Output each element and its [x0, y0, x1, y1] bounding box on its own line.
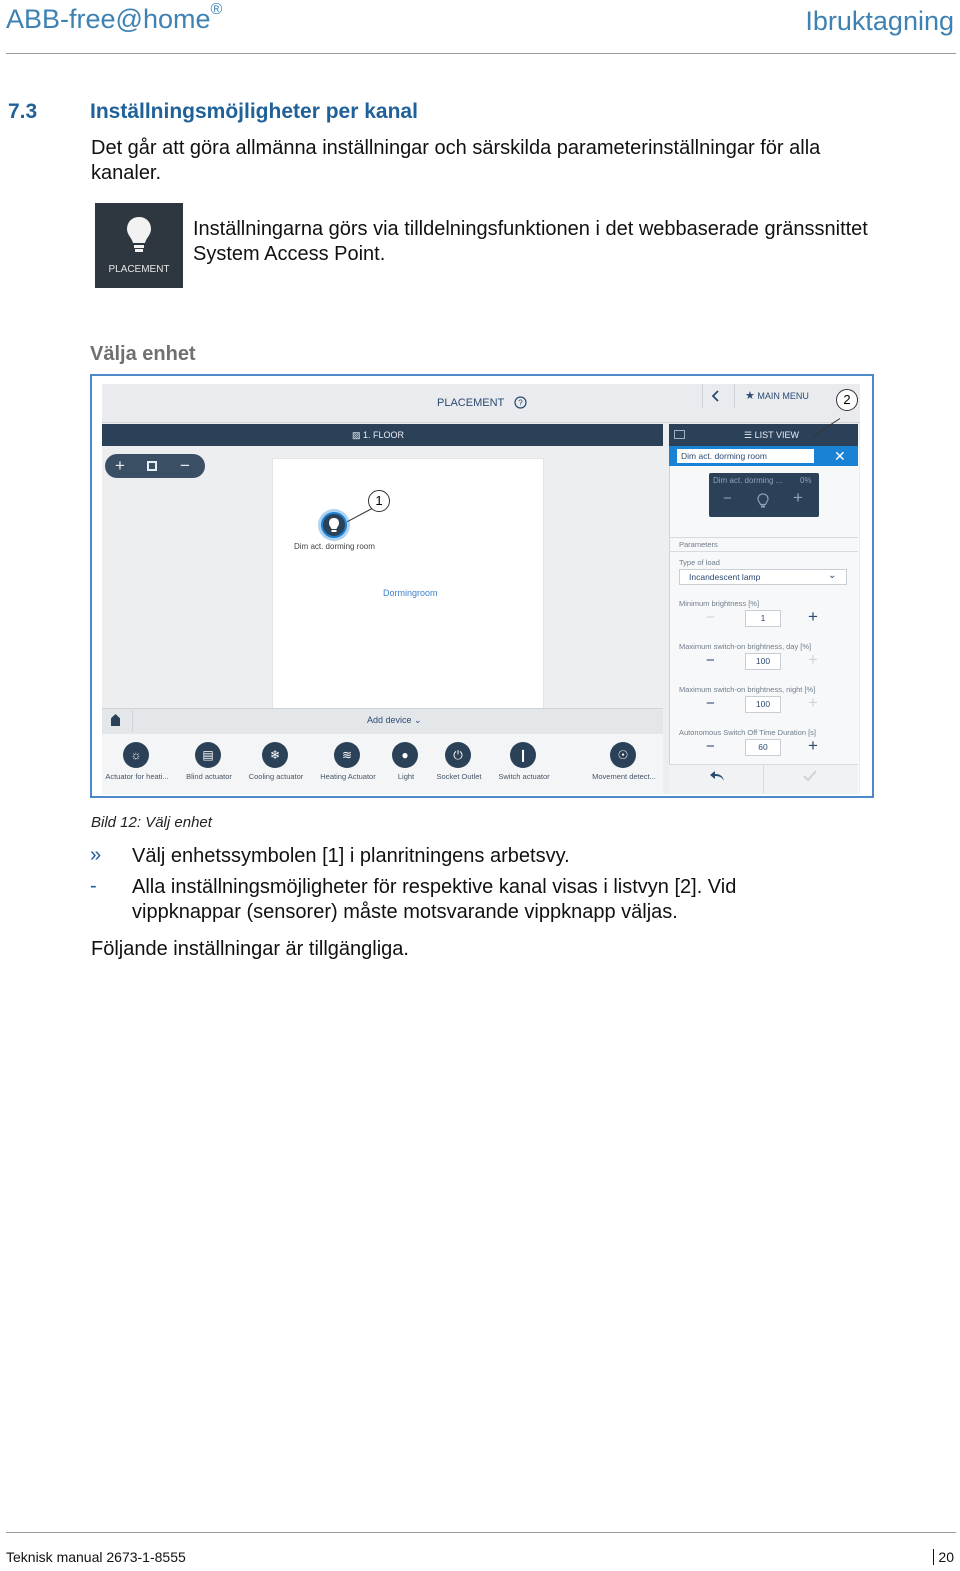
preview-value: 0%	[800, 476, 812, 485]
bullet-item: Välj enhetssymbolen [1] i planritningens arbetsvy.	[132, 845, 570, 867]
type-of-load-label: Type of load	[679, 558, 720, 567]
zoom-out-icon[interactable]: −	[180, 456, 190, 475]
chapter-title: Ibruktagning	[805, 6, 954, 36]
decrease-icon[interactable]: −	[706, 609, 715, 626]
parameter-value-field[interactable]: 100	[745, 696, 781, 713]
confirm-check-icon[interactable]	[802, 769, 818, 783]
header-divider	[6, 53, 956, 54]
chevron-down-icon: ⌄	[414, 715, 422, 725]
preview-plus-icon[interactable]: +	[793, 488, 803, 507]
marker-1: 1	[368, 490, 390, 512]
preview-minus-icon[interactable]: −	[723, 490, 732, 507]
actuator-heating-icon: ☼	[123, 742, 149, 768]
parameter-label: Minimum brightness [%]	[679, 599, 760, 608]
device-type-label: Movement detect...	[592, 772, 656, 781]
device-name-field[interactable]: Dim act. dorming room	[677, 449, 814, 463]
marker-2: 2	[836, 389, 858, 411]
device-symbol-label: Dim act. dorming room	[294, 542, 375, 551]
intro-paragraph: Det går att göra allmänna inställningar och särskilda parameterinställningar för alla kanaler.	[91, 137, 821, 184]
decrease-icon[interactable]: −	[706, 695, 715, 712]
light-icon: ●	[392, 742, 418, 768]
parameter-label: Maximum switch-on brightness, day [%]	[679, 642, 812, 651]
parameters-heading: Parameters	[679, 540, 718, 549]
help-icon[interactable]	[514, 396, 527, 409]
floor-icon: ▨	[352, 430, 361, 440]
bullet-item: Alla inställningsmöjligheter för respektive kanal visas i listvyn [2]. Vid vippknappar (sensorer) måste motsvarande vippknapp väljas.	[132, 876, 737, 923]
svg-text:?: ?	[518, 398, 523, 408]
decrease-icon[interactable]: −	[706, 652, 715, 669]
add-device-label: Add device	[367, 715, 412, 725]
preview-bulb-icon	[757, 493, 769, 509]
device-type-item[interactable]	[173, 740, 245, 792]
increase-icon[interactable]: +	[808, 650, 818, 669]
device-type-label: Socket Outlet	[436, 772, 482, 781]
placement-app-screenshot	[102, 384, 860, 794]
section-number: 7.3	[8, 100, 38, 123]
main-menu-label: MAIN MENU	[757, 391, 809, 401]
chevron-left-icon[interactable]	[711, 390, 721, 402]
device-type-item[interactable]	[488, 740, 560, 792]
placement-title: PLACEMENT	[437, 397, 505, 409]
bullet-symbol: -	[90, 875, 97, 897]
increase-icon[interactable]: +	[808, 607, 818, 626]
cooling-actuator-icon: ❄	[262, 742, 288, 768]
fit-screen-icon[interactable]	[147, 461, 157, 471]
device-type-label: Blind actuator	[186, 772, 232, 781]
lightbulb-icon	[125, 215, 153, 255]
parameter-label: Autonomous Switch Off Time Duration [s]	[679, 728, 817, 737]
parameter-value-field[interactable]: 100	[745, 653, 781, 670]
device-type-label: Cooling actuator	[248, 772, 304, 781]
floor-tab-label: 1. FLOOR	[363, 430, 405, 440]
movement-detector-icon: ☉	[610, 742, 636, 768]
sub-heading: Välja enhet	[90, 343, 196, 365]
list-view-tab[interactable]	[744, 430, 799, 441]
placement-tile-label: PLACEMENT	[108, 264, 170, 275]
placement-tile	[95, 203, 183, 288]
page-number: 20	[933, 1549, 954, 1565]
room-label: Dormingroom	[383, 588, 438, 598]
device-type-item[interactable]	[423, 740, 495, 792]
select-chevron-down-icon: ⌄	[828, 570, 837, 581]
device-type-label: Light	[397, 772, 415, 781]
list-view-label: LIST VIEW	[754, 430, 799, 440]
device-type-item[interactable]	[240, 740, 312, 792]
figure-caption: Bild 12: Välj enhet	[91, 814, 212, 831]
floor-tab[interactable]	[352, 430, 404, 441]
footer-divider	[6, 1532, 956, 1533]
bullet-symbol: »	[90, 844, 102, 866]
switch-actuator-icon: ❙	[510, 742, 536, 768]
list-icon: ☰	[744, 430, 753, 440]
parameter-value-field[interactable]: 60	[745, 739, 781, 756]
socket-outlet-icon: ⏻	[445, 742, 471, 768]
add-device-button[interactable]	[367, 715, 422, 726]
increase-icon[interactable]: +	[808, 736, 818, 755]
heating-actuator-icon: ≋	[334, 742, 360, 768]
preview-name: Dim act. dorming ...	[713, 476, 783, 485]
decrease-icon[interactable]: −	[706, 738, 715, 755]
device-type-item[interactable]	[102, 740, 173, 792]
figure-frame	[90, 374, 874, 798]
parameter-value-field[interactable]: 1	[745, 610, 781, 627]
type-of-load-value: Incandescent lamp	[689, 572, 761, 582]
increase-icon[interactable]: +	[808, 693, 818, 712]
section-heading: Inställningsmöjligheter per kanal	[90, 100, 418, 123]
footer-manual-title: Teknisk manual 2673-1-8555	[6, 1549, 186, 1565]
star-icon: ★	[745, 390, 755, 402]
undo-icon[interactable]	[709, 769, 725, 783]
tile-description: Inställningarna görs via tilldelningsfunktionen i det webbaserade gränssnittet System Access Point.	[193, 218, 868, 265]
parameter-label: Maximum switch-on brightness, night [%]	[679, 685, 816, 694]
closing-paragraph: Följande inställningar är tillgängliga.	[91, 938, 409, 960]
device-type-label: Switch actuator	[498, 772, 550, 781]
device-type-item[interactable]	[588, 740, 660, 792]
blind-actuator-icon: ▤	[195, 742, 221, 768]
floor-plan[interactable]	[272, 458, 544, 710]
device-symbol[interactable]	[317, 508, 351, 542]
brand-title: ABB-free@home®	[6, 1, 223, 34]
device-type-label: Actuator for heati...	[105, 772, 169, 781]
collapse-panel-icon[interactable]	[674, 430, 685, 439]
zoom-in-icon[interactable]: +	[115, 456, 125, 475]
close-icon[interactable]: ✕	[834, 448, 846, 464]
device-type-label: Heating Actuator	[320, 772, 376, 781]
main-menu-button[interactable]	[745, 389, 809, 402]
